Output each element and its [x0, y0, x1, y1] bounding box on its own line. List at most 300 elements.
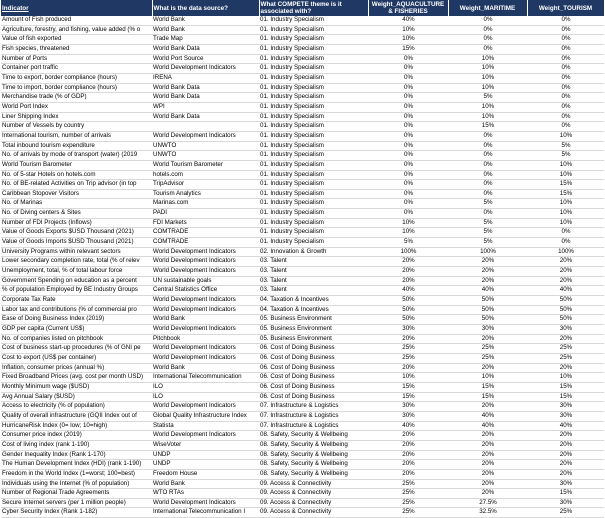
cell-source[interactable]: Marinas.com — [152, 199, 259, 209]
table-row[interactable] — [1, 247, 604, 257]
cell-indicator[interactable]: Cost to export (US$ per container) — [1, 353, 152, 363]
table-row[interactable] — [1, 238, 604, 248]
header-weight-maritime[interactable]: Weight_MARITIME — [448, 0, 527, 16]
cell-indicator[interactable]: The Human Development Index (HDI) (rank 1-190) — [1, 460, 152, 470]
cell-weight-maritime[interactable]: 0% — [448, 131, 527, 141]
cell-indicator[interactable]: Access to electricity (% of population) — [1, 402, 152, 412]
cell-weight-maritime[interactable]: 40% — [448, 286, 527, 296]
table-row[interactable] — [1, 489, 604, 499]
cell-weight-aquaculture[interactable]: 30% — [368, 402, 448, 412]
cell-theme[interactable]: 08. Safety, Security & Wellbeing — [259, 460, 368, 470]
table-row[interactable] — [1, 344, 604, 354]
cell-weight-maritime[interactable]: 25% — [448, 344, 527, 354]
cell-weight-tourism[interactable]: 50% — [527, 296, 604, 306]
cell-indicator[interactable]: Number of FDI Projects (Inflows) — [1, 218, 152, 228]
cell-indicator[interactable]: Consumer price index (2019) — [1, 431, 152, 441]
cell-theme[interactable]: 01. Industry Specialism — [259, 44, 368, 54]
cell-indicator[interactable]: Merchandise trade (% of GDP) — [1, 93, 152, 103]
cell-theme[interactable]: 08. Safety, Security & Wellbeing — [259, 469, 368, 479]
cell-weight-aquaculture[interactable]: 20% — [368, 469, 448, 479]
table-row[interactable] — [1, 228, 604, 238]
cell-theme[interactable]: 01. Industry Specialism — [259, 180, 368, 190]
cell-weight-maritime[interactable]: 50% — [448, 296, 527, 306]
cell-indicator[interactable]: Freedom in the World Index (1=worst; 100=best) — [1, 469, 152, 479]
cell-source[interactable]: World Development Indicators — [152, 325, 259, 335]
cell-indicator[interactable]: No. of 5-star Hotels on hotels.com — [1, 170, 152, 180]
cell-weight-maritime[interactable]: 0% — [448, 180, 527, 190]
cell-weight-aquaculture[interactable]: 20% — [368, 431, 448, 441]
cell-source[interactable]: WPI — [152, 102, 259, 112]
cell-source[interactable]: Statista — [152, 421, 259, 431]
cell-theme[interactable]: 01. Industry Specialism — [259, 122, 368, 132]
table-row[interactable] — [1, 296, 604, 306]
cell-theme[interactable]: 01. Industry Specialism — [259, 83, 368, 93]
cell-source[interactable]: World Development Indicators — [152, 498, 259, 508]
table-row[interactable] — [1, 141, 604, 151]
cell-weight-aquaculture[interactable]: 20% — [368, 363, 448, 373]
header-indicator[interactable]: Indicator — [1, 0, 152, 16]
cell-weight-maritime[interactable]: 0% — [448, 25, 527, 35]
table-row[interactable] — [1, 334, 604, 344]
cell-weight-aquaculture[interactable]: 25% — [368, 353, 448, 363]
cell-weight-aquaculture[interactable]: 50% — [368, 315, 448, 325]
cell-weight-tourism[interactable]: 30% — [527, 402, 604, 412]
table-row[interactable] — [1, 460, 604, 470]
cell-weight-tourism[interactable]: 0% — [527, 228, 604, 238]
cell-weight-aquaculture[interactable]: 20% — [368, 257, 448, 267]
cell-theme[interactable]: 01. Industry Specialism — [259, 160, 368, 170]
table-row[interactable] — [1, 508, 604, 518]
cell-source[interactable]: World Bank — [152, 479, 259, 489]
cell-source[interactable]: World Bank — [152, 16, 259, 25]
cell-indicator[interactable]: Caribbean Stopover Visitors — [1, 189, 152, 199]
cell-weight-aquaculture[interactable]: 0% — [368, 180, 448, 190]
cell-indicator[interactable]: Value of Goods Exports $USD Thousand (2021) — [1, 228, 152, 238]
header-source[interactable]: What is the data source? — [152, 0, 259, 16]
table-row[interactable] — [1, 305, 604, 315]
cell-weight-maritime[interactable]: 20% — [448, 469, 527, 479]
cell-weight-tourism[interactable]: 30% — [527, 498, 604, 508]
table-row[interactable] — [1, 102, 604, 112]
cell-indicator[interactable]: World Tourism Barometer — [1, 160, 152, 170]
cell-theme[interactable]: 01. Industry Specialism — [259, 151, 368, 161]
cell-indicator[interactable]: Gender Inequality Index (Rank 1-170) — [1, 450, 152, 460]
cell-theme[interactable]: 01. Industry Specialism — [259, 170, 368, 180]
cell-weight-tourism[interactable]: 50% — [527, 315, 604, 325]
cell-indicator[interactable]: Cyber Security Index (Rank 1-182) — [1, 508, 152, 518]
cell-weight-aquaculture[interactable]: 10% — [368, 373, 448, 383]
cell-source[interactable]: hotels.com — [152, 170, 259, 180]
cell-weight-aquaculture[interactable]: 10% — [368, 25, 448, 35]
cell-theme[interactable]: 09. Access & Connectivity — [259, 479, 368, 489]
table-row[interactable] — [1, 44, 604, 54]
cell-weight-maritime[interactable]: 10% — [448, 102, 527, 112]
cell-weight-tourism[interactable]: 20% — [527, 460, 604, 470]
cell-weight-maritime[interactable]: 40% — [448, 421, 527, 431]
cell-weight-maritime[interactable]: 20% — [448, 450, 527, 460]
cell-weight-tourism[interactable]: 30% — [527, 411, 604, 421]
cell-weight-aquaculture[interactable]: 20% — [368, 460, 448, 470]
cell-weight-tourism[interactable]: 30% — [527, 325, 604, 335]
cell-theme[interactable]: 01. Industry Specialism — [259, 189, 368, 199]
cell-weight-aquaculture[interactable]: 20% — [368, 334, 448, 344]
cell-theme[interactable]: 01. Industry Specialism — [259, 199, 368, 209]
cell-indicator[interactable]: Lower secondary completion rate, total (% of relev — [1, 257, 152, 267]
cell-weight-tourism[interactable]: 20% — [527, 334, 604, 344]
cell-weight-aquaculture[interactable]: 10% — [368, 228, 448, 238]
cell-indicator[interactable]: Corporate Tax Rate — [1, 296, 152, 306]
cell-theme[interactable]: 06. Cost of Doing Business — [259, 353, 368, 363]
cell-weight-maritime[interactable]: 50% — [448, 315, 527, 325]
table-row[interactable] — [1, 16, 604, 25]
cell-source[interactable]: Freedom House — [152, 469, 259, 479]
cell-source[interactable]: WiseVoter — [152, 440, 259, 450]
cell-source[interactable]: World Port Source — [152, 54, 259, 64]
cell-weight-maritime[interactable]: 32.5% — [448, 508, 527, 518]
cell-theme[interactable]: 03. Talent — [259, 257, 368, 267]
cell-indicator[interactable]: No. of BE-related Activities on Trip advisor (in top — [1, 180, 152, 190]
table-row[interactable] — [1, 83, 604, 93]
cell-theme[interactable]: 01. Industry Specialism — [259, 54, 368, 64]
cell-weight-tourism[interactable]: 0% — [527, 238, 604, 248]
cell-indicator[interactable]: Quality of overall infrastructure (GQII Index out of — [1, 411, 152, 421]
cell-theme[interactable]: 01. Industry Specialism — [259, 93, 368, 103]
cell-weight-maritime[interactable]: 0% — [448, 44, 527, 54]
table-row[interactable] — [1, 276, 604, 286]
cell-theme[interactable]: 09. Access & Connectivity — [259, 498, 368, 508]
table-row[interactable] — [1, 267, 604, 277]
cell-theme[interactable]: 07. Infrastructure & Logistics — [259, 411, 368, 421]
cell-weight-tourism[interactable]: 0% — [527, 25, 604, 35]
cell-source[interactable]: World Tourism Barometer — [152, 160, 259, 170]
table-row[interactable] — [1, 189, 604, 199]
cell-indicator[interactable]: No. of Marinas — [1, 199, 152, 209]
cell-theme[interactable]: 03. Talent — [259, 286, 368, 296]
cell-indicator[interactable]: World Port Index — [1, 102, 152, 112]
cell-source[interactable] — [152, 122, 259, 132]
cell-source[interactable]: UNDP — [152, 450, 259, 460]
cell-weight-maritime[interactable]: 10% — [448, 54, 527, 64]
cell-weight-maritime[interactable]: 0% — [448, 189, 527, 199]
cell-weight-maritime[interactable]: 15% — [448, 122, 527, 132]
cell-weight-tourism[interactable]: 0% — [527, 102, 604, 112]
cell-source[interactable]: World Bank Data — [152, 112, 259, 122]
header-weight-tourism[interactable]: Weight_TOURISM — [527, 0, 604, 16]
cell-theme[interactable]: 01. Industry Specialism — [259, 131, 368, 141]
cell-weight-aquaculture[interactable]: 25% — [368, 489, 448, 499]
cell-weight-tourism[interactable]: 20% — [527, 440, 604, 450]
cell-weight-aquaculture[interactable]: 25% — [368, 508, 448, 518]
cell-theme[interactable]: 01. Industry Specialism — [259, 228, 368, 238]
table-row[interactable] — [1, 151, 604, 161]
cell-source[interactable]: World Development Indicators — [152, 431, 259, 441]
table-row[interactable] — [1, 218, 604, 228]
cell-theme[interactable]: 09. Access & Connectivity — [259, 508, 368, 518]
cell-weight-aquaculture[interactable]: 20% — [368, 276, 448, 286]
table-row[interactable] — [1, 93, 604, 103]
cell-weight-maritime[interactable]: 20% — [448, 276, 527, 286]
cell-weight-aquaculture[interactable]: 0% — [368, 189, 448, 199]
cell-indicator[interactable]: University Programs within relevant sectors — [1, 247, 152, 257]
cell-source[interactable]: UNWTO — [152, 151, 259, 161]
cell-weight-aquaculture[interactable]: 0% — [368, 54, 448, 64]
cell-source[interactable]: World Development Indicators — [152, 296, 259, 306]
cell-weight-tourism[interactable]: 25% — [527, 353, 604, 363]
cell-weight-tourism[interactable]: 10% — [527, 199, 604, 209]
cell-indicator[interactable]: Value of Goods Imports $USD Thousand (2021) — [1, 238, 152, 248]
cell-theme[interactable]: 05. Business Environment — [259, 325, 368, 335]
table-row[interactable] — [1, 325, 604, 335]
cell-source[interactable]: World Development Indicators — [152, 344, 259, 354]
cell-indicator[interactable]: Number of Vessels by country — [1, 122, 152, 132]
cell-source[interactable]: Pitchbook — [152, 334, 259, 344]
cell-source[interactable]: World Development Indicators — [152, 257, 259, 267]
table-row[interactable] — [1, 450, 604, 460]
cell-indicator[interactable]: Government Spending on education as a percent — [1, 276, 152, 286]
cell-weight-maritime[interactable]: 0% — [448, 160, 527, 170]
cell-indicator[interactable]: Labor tax and contributions (% of commercial pro — [1, 305, 152, 315]
table-row[interactable] — [1, 54, 604, 64]
cell-theme[interactable]: 06. Cost of Doing Business — [259, 382, 368, 392]
table-row[interactable] — [1, 431, 604, 441]
cell-weight-tourism[interactable]: 20% — [527, 363, 604, 373]
table-row[interactable] — [1, 180, 604, 190]
cell-weight-aquaculture[interactable]: 5% — [368, 238, 448, 248]
table-row[interactable] — [1, 35, 604, 45]
cell-indicator[interactable]: Monthly Minimum wage ($USD) — [1, 382, 152, 392]
cell-weight-aquaculture[interactable]: 25% — [368, 498, 448, 508]
cell-weight-maritime[interactable]: 20% — [448, 402, 527, 412]
header-weight-aquaculture[interactable]: Weight_AQUACULTURE & FISHERIES — [368, 0, 448, 16]
cell-source[interactable]: World Development Indicators — [152, 353, 259, 363]
cell-weight-maritime[interactable]: 20% — [448, 460, 527, 470]
cell-source[interactable]: TripAdvisor — [152, 180, 259, 190]
cell-weight-aquaculture[interactable]: 15% — [368, 44, 448, 54]
table-row[interactable] — [1, 411, 604, 421]
cell-weight-tourism[interactable]: 5% — [527, 151, 604, 161]
cell-theme[interactable]: 04. Taxation & Incentives — [259, 305, 368, 315]
cell-indicator[interactable]: Ease of Doing Business Index (2019) — [1, 315, 152, 325]
cell-weight-maritime[interactable]: 20% — [448, 431, 527, 441]
cell-weight-maritime[interactable]: 10% — [448, 112, 527, 122]
cell-source[interactable]: WTO RTAs — [152, 489, 259, 499]
cell-weight-tourism[interactable]: 15% — [527, 382, 604, 392]
cell-weight-aquaculture[interactable]: 10% — [368, 218, 448, 228]
cell-weight-aquaculture[interactable]: 0% — [368, 209, 448, 219]
cell-source[interactable]: Central Statistics Office — [152, 286, 259, 296]
cell-weight-tourism[interactable]: 25% — [527, 508, 604, 518]
table-row[interactable] — [1, 392, 604, 402]
cell-weight-tourism[interactable]: 0% — [527, 122, 604, 132]
cell-indicator[interactable]: Agriculture, forestry, and fishing, value added (% o — [1, 25, 152, 35]
cell-weight-maritime[interactable]: 0% — [448, 209, 527, 219]
table-row[interactable] — [1, 479, 604, 489]
cell-indicator[interactable]: Number of Regional Trade Agreements — [1, 489, 152, 499]
cell-theme[interactable]: 08. Safety, Security & Wellbeing — [259, 440, 368, 450]
cell-theme[interactable]: 06. Cost of Doing Business — [259, 373, 368, 383]
cell-theme[interactable]: 01. Industry Specialism — [259, 73, 368, 83]
cell-indicator[interactable]: Time to import, border compliance (hours) — [1, 83, 152, 93]
cell-indicator[interactable]: Unemployment, total, % of total labour force — [1, 267, 152, 277]
cell-theme[interactable]: 01. Industry Specialism — [259, 218, 368, 228]
cell-indicator[interactable]: Cost of living index (rank 1-190) — [1, 440, 152, 450]
cell-theme[interactable]: 03. Talent — [259, 276, 368, 286]
cell-weight-tourism[interactable]: 0% — [527, 54, 604, 64]
cell-source[interactable]: World Bank Data — [152, 93, 259, 103]
cell-theme[interactable]: 06. Cost of Doing Business — [259, 363, 368, 373]
cell-source[interactable]: International Telecommunication — [152, 373, 259, 383]
cell-weight-maritime[interactable]: 20% — [448, 489, 527, 499]
cell-weight-aquaculture[interactable]: 0% — [368, 122, 448, 132]
cell-source[interactable]: ILO — [152, 382, 259, 392]
cell-theme[interactable]: 01. Industry Specialism — [259, 64, 368, 74]
cell-theme[interactable]: 01. Industry Specialism — [259, 25, 368, 35]
cell-weight-tourism[interactable]: 20% — [527, 267, 604, 277]
table-row[interactable] — [1, 440, 604, 450]
cell-weight-tourism[interactable]: 20% — [527, 431, 604, 441]
cell-weight-maritime[interactable]: 10% — [448, 373, 527, 383]
cell-indicator[interactable]: International tourism, number of arrivals — [1, 131, 152, 141]
table-row[interactable] — [1, 421, 604, 431]
cell-source[interactable]: COMTRADE — [152, 228, 259, 238]
cell-weight-tourism[interactable]: 10% — [527, 373, 604, 383]
cell-indicator[interactable]: No. of Diving centers & Sites — [1, 209, 152, 219]
cell-weight-maritime[interactable]: 20% — [448, 334, 527, 344]
cell-theme[interactable]: 08. Safety, Security & Wellbeing — [259, 450, 368, 460]
cell-weight-tourism[interactable]: 5% — [527, 141, 604, 151]
cell-weight-tourism[interactable]: 100% — [527, 247, 604, 257]
cell-indicator[interactable]: Value of fish exported — [1, 35, 152, 45]
cell-weight-aquaculture[interactable]: 0% — [368, 170, 448, 180]
cell-weight-maritime[interactable]: 5% — [448, 228, 527, 238]
cell-source[interactable]: World Bank — [152, 363, 259, 373]
cell-theme[interactable]: 05. Business Environment — [259, 315, 368, 325]
table-row[interactable] — [1, 170, 604, 180]
table-row[interactable] — [1, 160, 604, 170]
table-row[interactable] — [1, 73, 604, 83]
cell-theme[interactable]: 05. Business Environment — [259, 334, 368, 344]
cell-weight-aquaculture[interactable]: 0% — [368, 112, 448, 122]
cell-source[interactable]: Trade Map — [152, 35, 259, 45]
cell-weight-tourism[interactable]: 10% — [527, 170, 604, 180]
cell-indicator[interactable]: Number of Ports — [1, 54, 152, 64]
cell-weight-tourism[interactable]: 30% — [527, 479, 604, 489]
cell-theme[interactable]: 06. Cost of Doing Business — [259, 344, 368, 354]
cell-indicator[interactable]: Avg Annual Salary ($USD) — [1, 392, 152, 402]
table-row[interactable] — [1, 131, 604, 141]
cell-source[interactable]: World Development Indicators — [152, 402, 259, 412]
cell-source[interactable]: World Bank Data — [152, 44, 259, 54]
cell-weight-maritime[interactable]: 0% — [448, 35, 527, 45]
cell-indicator[interactable]: Fixed Broadband Prices (avg. cost per month USD) — [1, 373, 152, 383]
cell-weight-maritime[interactable]: 0% — [448, 151, 527, 161]
cell-weight-maritime[interactable]: 5% — [448, 238, 527, 248]
table-row[interactable] — [1, 64, 604, 74]
cell-source[interactable]: World Bank — [152, 315, 259, 325]
cell-source[interactable]: IRENA — [152, 73, 259, 83]
cell-theme[interactable]: 01. Industry Specialism — [259, 16, 368, 25]
table-row[interactable] — [1, 199, 604, 209]
cell-weight-tourism[interactable]: 0% — [527, 112, 604, 122]
cell-weight-tourism[interactable]: 0% — [527, 93, 604, 103]
cell-weight-maritime[interactable]: 30% — [448, 325, 527, 335]
cell-weight-aquaculture[interactable]: 50% — [368, 305, 448, 315]
cell-indicator[interactable]: Liner Shipping Index — [1, 112, 152, 122]
table-row[interactable] — [1, 353, 604, 363]
cell-indicator[interactable]: Secure Internet servers (per 1 million people) — [1, 498, 152, 508]
cell-weight-aquaculture[interactable]: 30% — [368, 325, 448, 335]
cell-weight-aquaculture[interactable]: 20% — [368, 267, 448, 277]
cell-source[interactable]: World Bank Data — [152, 83, 259, 93]
cell-indicator[interactable]: Amount of Fish produced — [1, 16, 152, 25]
cell-weight-aquaculture[interactable]: 0% — [368, 151, 448, 161]
cell-weight-maritime[interactable]: 10% — [448, 83, 527, 93]
cell-weight-maritime[interactable]: 20% — [448, 440, 527, 450]
cell-weight-tourism[interactable]: 10% — [527, 218, 604, 228]
cell-weight-aquaculture[interactable]: 0% — [368, 131, 448, 141]
cell-weight-tourism[interactable]: 50% — [527, 305, 604, 315]
cell-weight-aquaculture[interactable]: 40% — [368, 421, 448, 431]
cell-weight-maritime[interactable]: 20% — [448, 363, 527, 373]
cell-weight-aquaculture[interactable]: 40% — [368, 286, 448, 296]
cell-weight-tourism[interactable]: 0% — [527, 44, 604, 54]
cell-weight-aquaculture[interactable]: 0% — [368, 83, 448, 93]
cell-weight-tourism[interactable]: 15% — [527, 180, 604, 190]
cell-theme[interactable]: 02. Innovation & Growth — [259, 247, 368, 257]
cell-indicator[interactable]: No. of arrivals by mode of transport (water) (2019 — [1, 151, 152, 161]
cell-weight-aquaculture[interactable]: 0% — [368, 73, 448, 83]
cell-theme[interactable]: 01. Industry Specialism — [259, 35, 368, 45]
cell-weight-maritime[interactable]: 0% — [448, 141, 527, 151]
cell-weight-maritime[interactable]: 5% — [448, 93, 527, 103]
table-row[interactable] — [1, 402, 604, 412]
cell-weight-aquaculture[interactable]: 0% — [368, 64, 448, 74]
cell-weight-aquaculture[interactable]: 15% — [368, 392, 448, 402]
cell-weight-maritime[interactable]: 25% — [448, 353, 527, 363]
table-row[interactable] — [1, 25, 604, 35]
cell-theme[interactable]: 06. Cost of Doing Business — [259, 392, 368, 402]
cell-theme[interactable]: 04. Taxation & Incentives — [259, 296, 368, 306]
cell-weight-aquaculture[interactable]: 20% — [368, 450, 448, 460]
cell-weight-aquaculture[interactable]: 10% — [368, 35, 448, 45]
cell-source[interactable]: World Development Indicators — [152, 247, 259, 257]
cell-source[interactable]: ILO — [152, 392, 259, 402]
cell-theme[interactable]: 01. Industry Specialism — [259, 141, 368, 151]
cell-source[interactable]: World Development Indicators — [152, 131, 259, 141]
cell-indicator[interactable]: GDP per capita (Current US$) — [1, 325, 152, 335]
cell-weight-maritime[interactable]: 15% — [448, 392, 527, 402]
cell-weight-maritime[interactable]: 27.5% — [448, 498, 527, 508]
table-row[interactable] — [1, 382, 604, 392]
cell-source[interactable]: World Development Indicators — [152, 64, 259, 74]
cell-source[interactable]: Tourism Analytics — [152, 189, 259, 199]
cell-theme[interactable]: 01. Industry Specialism — [259, 209, 368, 219]
table-row[interactable] — [1, 363, 604, 373]
cell-theme[interactable]: 07. Infrastructure & Logistics — [259, 421, 368, 431]
cell-weight-aquaculture[interactable]: 0% — [368, 199, 448, 209]
cell-weight-tourism[interactable]: 10% — [527, 131, 604, 141]
cell-source[interactable]: UN sustainable goals — [152, 276, 259, 286]
table-row[interactable] — [1, 373, 604, 383]
cell-indicator[interactable]: Fish species, threatened — [1, 44, 152, 54]
cell-weight-maritime[interactable]: 5% — [448, 199, 527, 209]
table-row[interactable] — [1, 469, 604, 479]
cell-source[interactable]: World Development Indicators — [152, 267, 259, 277]
cell-weight-maritime[interactable]: 20% — [448, 257, 527, 267]
cell-indicator[interactable]: Cost of business start-up procedures (% of GNI pe — [1, 344, 152, 354]
cell-indicator[interactable]: No. of companies listed on pitchbook — [1, 334, 152, 344]
cell-indicator[interactable]: HurricaneRisk Index (0= low; 10=high) — [1, 421, 152, 431]
